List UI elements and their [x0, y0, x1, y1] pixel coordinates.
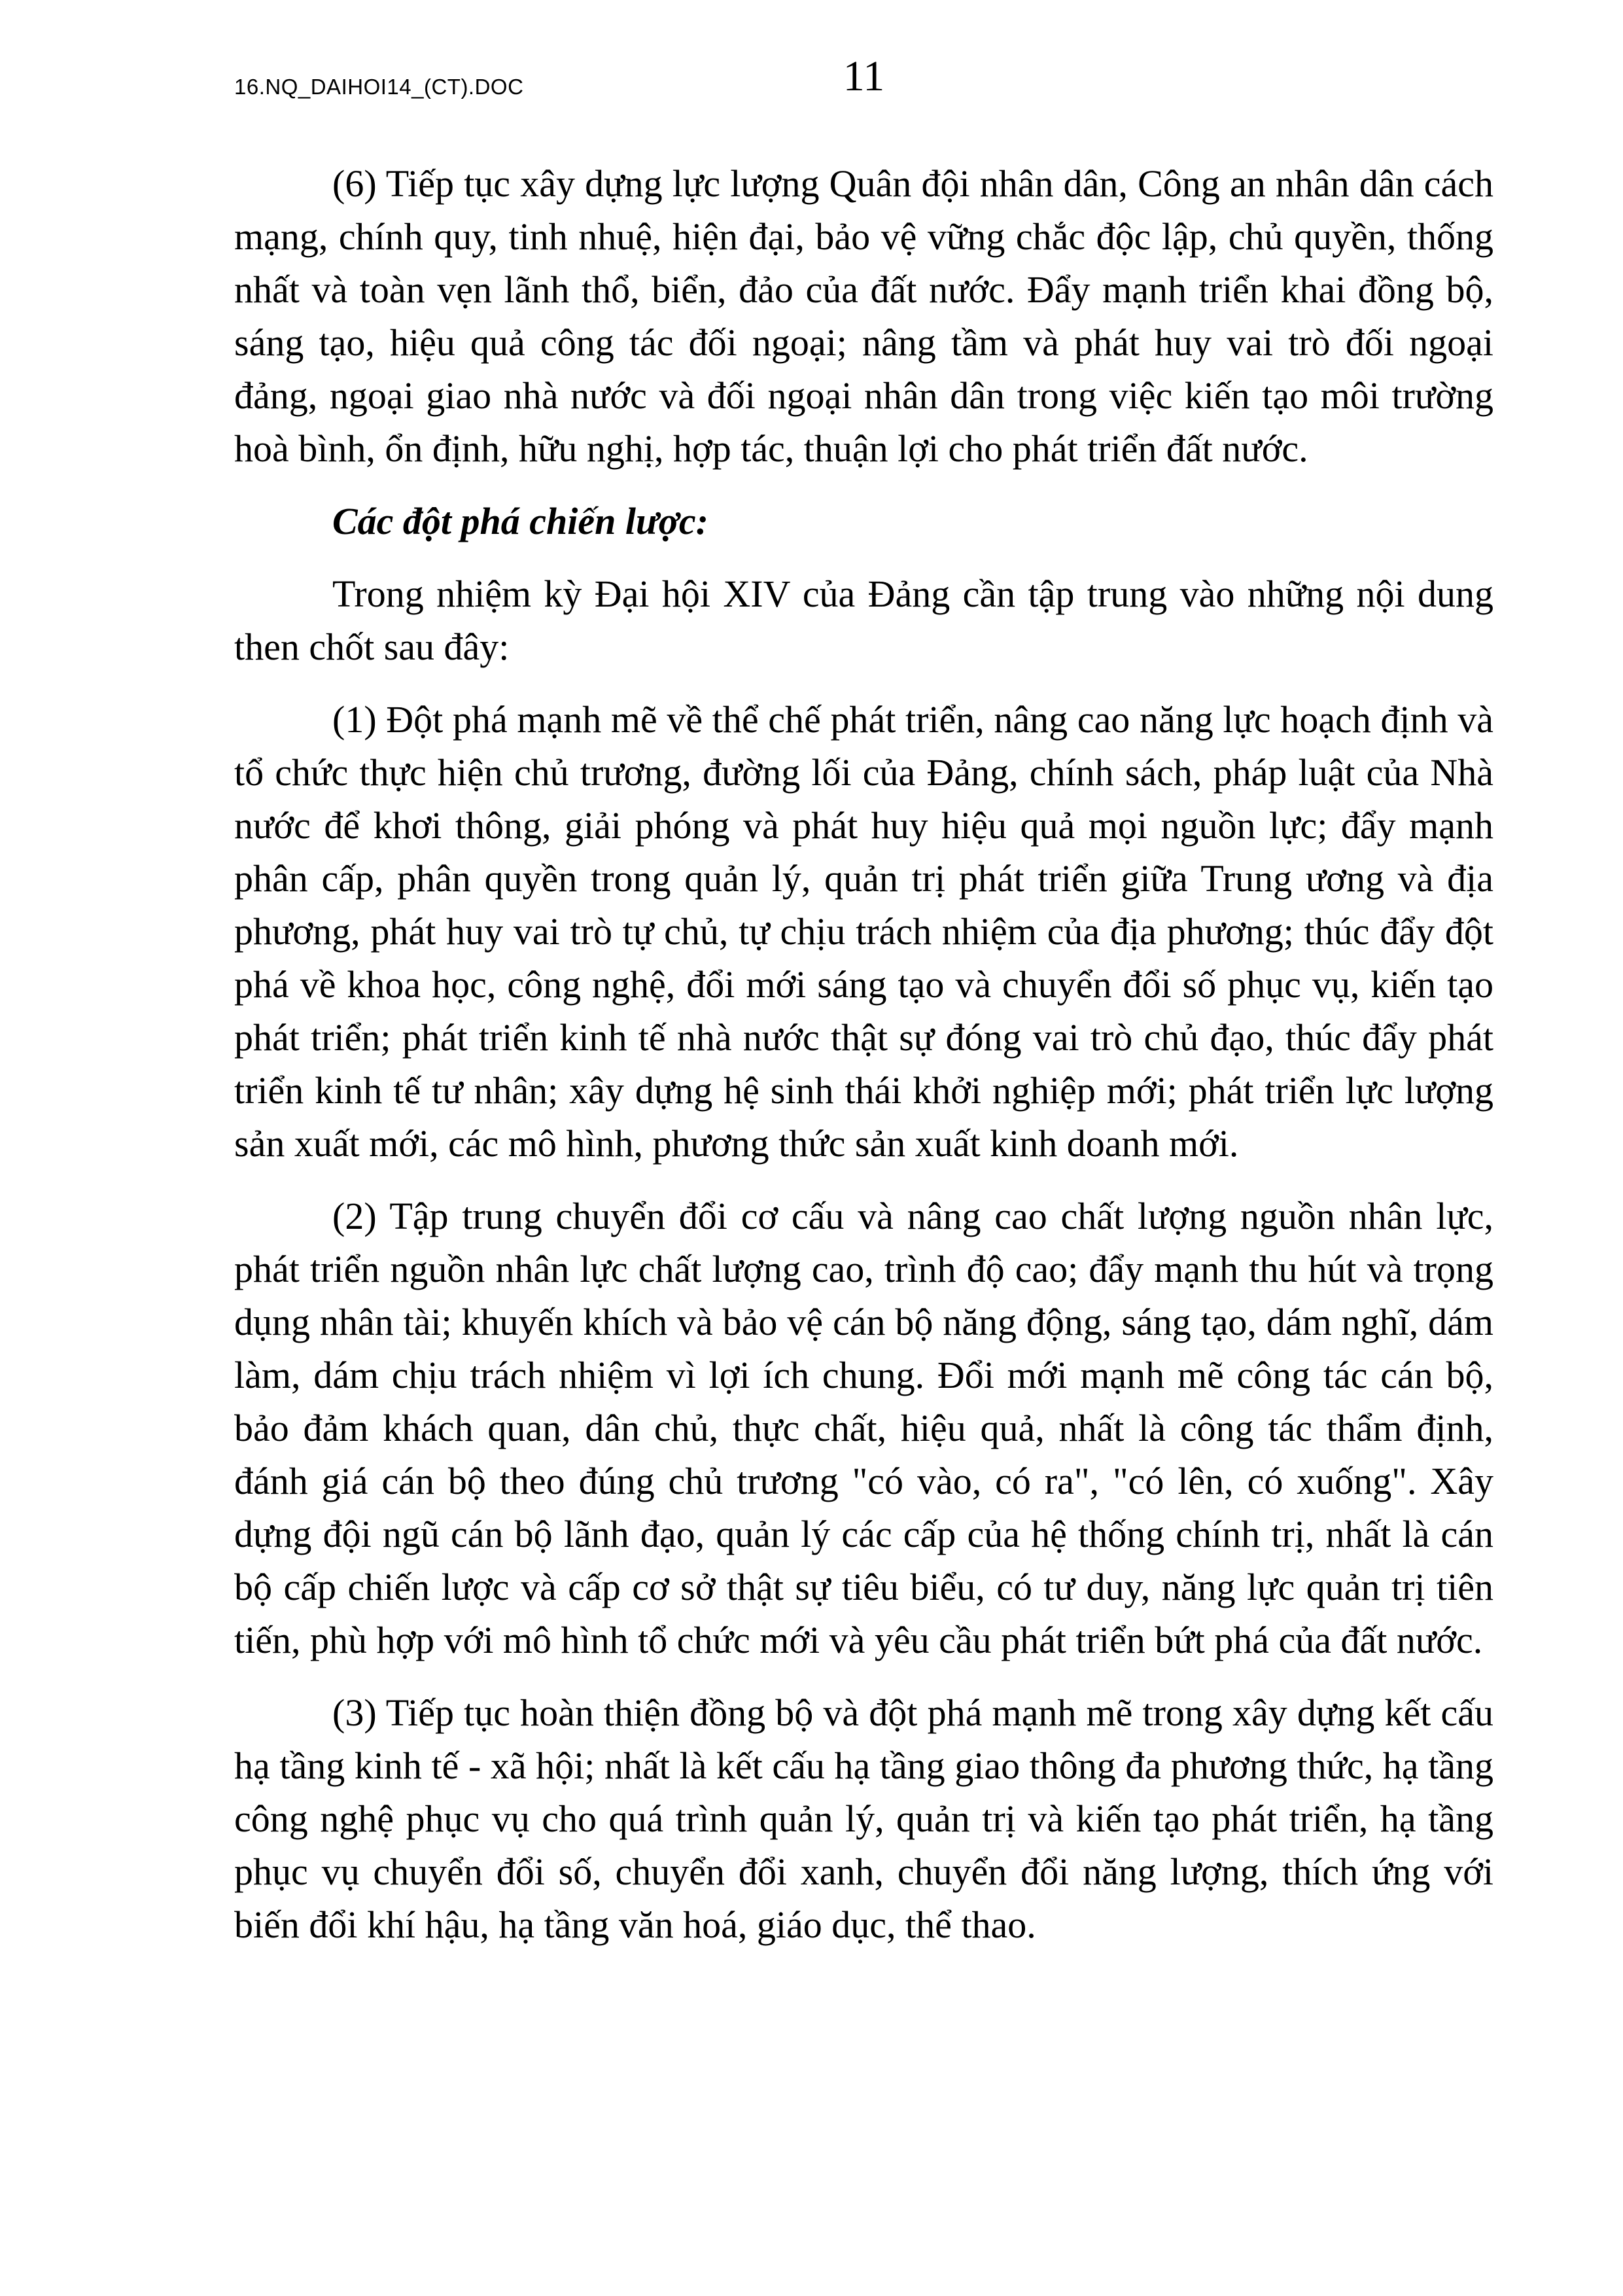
strategic-breakthroughs-heading: Các đột phá chiến lược: [332, 500, 708, 542]
paragraph-intro: Trong nhiệm kỳ Đại hội XIV của Đảng cần tập trung vào những nội dung then chốt sau đây: [234, 573, 1493, 668]
page-body-text [234, 157, 1493, 1971]
paragraph-item-2: (2) Tập trung chuyển đổi cơ cấu và nâng cao chất lượng nguồn nhân lực, phát triển nguồn nhân lực chất lượng cao, trình độ cao; đẩy mạnh thu hút và trọng dụng nhân tài; khuyến khích và bảo vệ cán bộ năng động, sáng tạo, dám nghĩ, dám làm, dám chịu trách nhiệm vì lợi ích chung. Đổi mới mạnh mẽ công tác cán bộ, bảo đảm khách quan, dân chủ, thực chất, hiệu quả, nhất là công tác thẩm định, đánh giá cán bộ theo đúng chủ trương "có vào, có ra", "có lên, có xuống". Xây dựng đội ngũ cán bộ lãnh đạo, quản lý các cấp của hệ thống chính trị, nhất là cán bộ cấp chiến lược và cấp cơ sở thật sự tiêu biểu, có tư duy, năng lực quản trị tiên tiến, phù hợp với mô hình tổ chức mới và yêu cầu phát triển bứt phá của đất nước. [234, 1195, 1493, 1661]
page-number: 11 [843, 52, 885, 100]
paragraph-item-3: (3) Tiếp tục hoàn thiện đồng bộ và đột phá mạnh mẽ trong xây dựng kết cấu hạ tầng kinh tế - xã hội; nhất là kết cấu hạ tầng giao thông đa phương thức, hạ tầng công nghệ phục vụ cho quá trình quản lý, quản trị và kiến tạo phát triển, hạ tầng phục vụ chuyển đổi số, chuyển đổi xanh, chuyển đổi năng lượng, thích ứng với biến đổi khí hậu, hạ tầng văn hoá, giáo dục, thể thao. [234, 1691, 1493, 1946]
header-filename: 16.NQ_DAIHOI14_(CT).DOC [234, 75, 524, 99]
paragraph-item-6: (6) Tiếp tục xây dựng lực lượng Quân đội nhân dân, Công an nhân dân cách mạng, chính quy, tinh nhuệ, hiện đại, bảo vệ vững chắc độc lập, chủ quyền, thống nhất và toàn vẹn lãnh thổ, biển, đảo của đất nước. Đẩy mạnh triển khai đồng bộ, sáng tạo, hiệu quả công tác đối ngoại; nâng tầm và phát huy vai trò đối ngoại đảng, ngoại giao nhà nước và đối ngoại nhân dân trong việc kiến tạo môi trường hoà bình, ổn định, hữu nghị, hợp tác, thuận lợi cho phát triển đất nước. [234, 162, 1493, 470]
paragraph-item-1: (1) Đột phá mạnh mẽ về thể chế phát triển, nâng cao năng lực hoạch định và tổ chức thực hiện chủ trương, đường lối của Đảng, chính sách, pháp luật của Nhà nước để khơi thông, giải phóng và phát huy hiệu quả mọi nguồn lực; đẩy mạnh phân cấp, phân quyền trong quản lý, quản trị phát triển giữa Trung ương và địa phương, phát huy vai trò tự chủ, tự chịu trách nhiệm của địa phương; thúc đẩy đột phá về khoa học, công nghệ, đổi mới sáng tạo và chuyển đổi số phục vụ, kiến tạo phát triển; phát triển kinh tế nhà nước thật sự đóng vai trò chủ đạo, thúc đẩy phát triển kinh tế tư nhân; xây dựng hệ sinh thái khởi nghiệp mới; phát triển lực lượng sản xuất mới, các mô hình, phương thức sản xuất kinh doanh mới. [234, 698, 1493, 1165]
